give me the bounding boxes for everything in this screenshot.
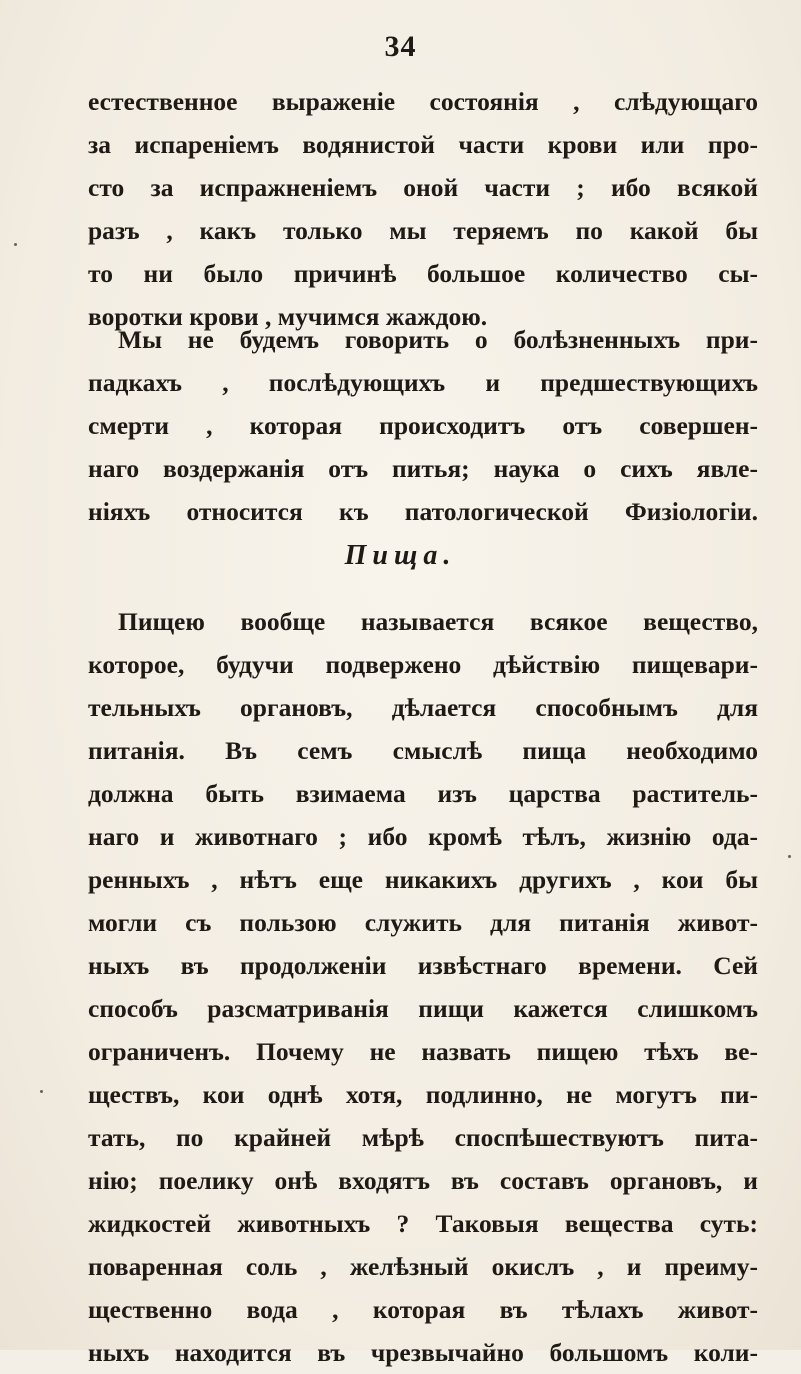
text-line: ществъ, кои однѣ хотя, подлинно, не могутъ пи-	[88, 1080, 758, 1109]
paper-speck	[14, 243, 17, 246]
text-line: должна быть взимаема изъ царства раститель-	[88, 779, 758, 808]
text-line: тать, по крайней мѣрѣ споспѣшествуютъ пита-	[88, 1123, 758, 1152]
page-number: 34	[384, 30, 417, 63]
text-line: наго воздержанія отъ питья; наука о сихъ явле-	[88, 454, 758, 483]
text-line: жидкостей животныхъ ? Таковыя вещества суть:	[88, 1209, 758, 1238]
paragraph-2	[88, 318, 758, 533]
text-line: разъ , какъ только мы теряемъ по какой бы	[88, 216, 758, 245]
text-line: нію; поелику онѣ входятъ въ составъ органовъ, и	[88, 1166, 758, 1195]
text-line: питанія. Въ семъ смыслѣ пища необходимо	[88, 736, 758, 765]
paper-speck	[40, 1090, 43, 1093]
text-line: падкахъ , послѣдующихъ и предшествующихъ	[88, 368, 758, 397]
text-line: Мы не будемъ говорить о болѣзненныхъ при-	[118, 325, 758, 354]
paragraph-3	[88, 600, 758, 1374]
text-line: поваренная соль , желѣзный окислъ , и преиму-	[88, 1252, 758, 1281]
text-line: ныхъ въ продолженіи извѣстнаго времени. Сей	[88, 951, 758, 980]
text-line: наго и животнаго ; ибо кромѣ тѣлъ, жизнію ода-	[88, 822, 758, 851]
text-line: способъ разсматриванія пищи кажется слишкомъ	[88, 994, 758, 1023]
text-line: тельныхъ органовъ, дѣлается способнымъ для	[88, 693, 758, 722]
text-line: ограниченъ. Почему не назвать пищею тѣхъ ве-	[88, 1037, 758, 1066]
text-line: смерти , которая происходитъ отъ совершен-	[88, 411, 758, 440]
section-heading: Пища.	[344, 540, 457, 571]
text-line: то ни было причинѣ большое количество сы-	[88, 259, 758, 288]
text-line: щественно вода , которая въ тѣлахъ живот-	[88, 1295, 758, 1324]
text-line: естественное выраженіе состоянія , слѣдующаго	[88, 87, 758, 116]
text-line: ныхъ находится въ чрезвычайно большомъ коли-	[88, 1338, 758, 1367]
text-line: Пищею вообще называется всякое вещество,	[118, 607, 758, 636]
text-line: ніяхъ относится къ патологической Физіологіи.	[88, 497, 758, 526]
paragraph-1	[88, 80, 758, 338]
paper-speck	[788, 855, 791, 858]
text-line: которое, будучи подвержено дѣйствію пищевари-	[88, 650, 758, 679]
text-line: ренныхъ , нѣтъ еще никакихъ другихъ , кои бы	[88, 865, 758, 894]
text-line: за испареніемъ водянистой части крови или про-	[88, 130, 758, 159]
text-line: сто за испражненіемъ оной части ; ибо всякой	[88, 173, 758, 202]
text-line: могли съ пользою служить для питанія живот-	[88, 908, 758, 937]
text-line: воротки крови , мучимся жаждою.	[88, 302, 488, 331]
